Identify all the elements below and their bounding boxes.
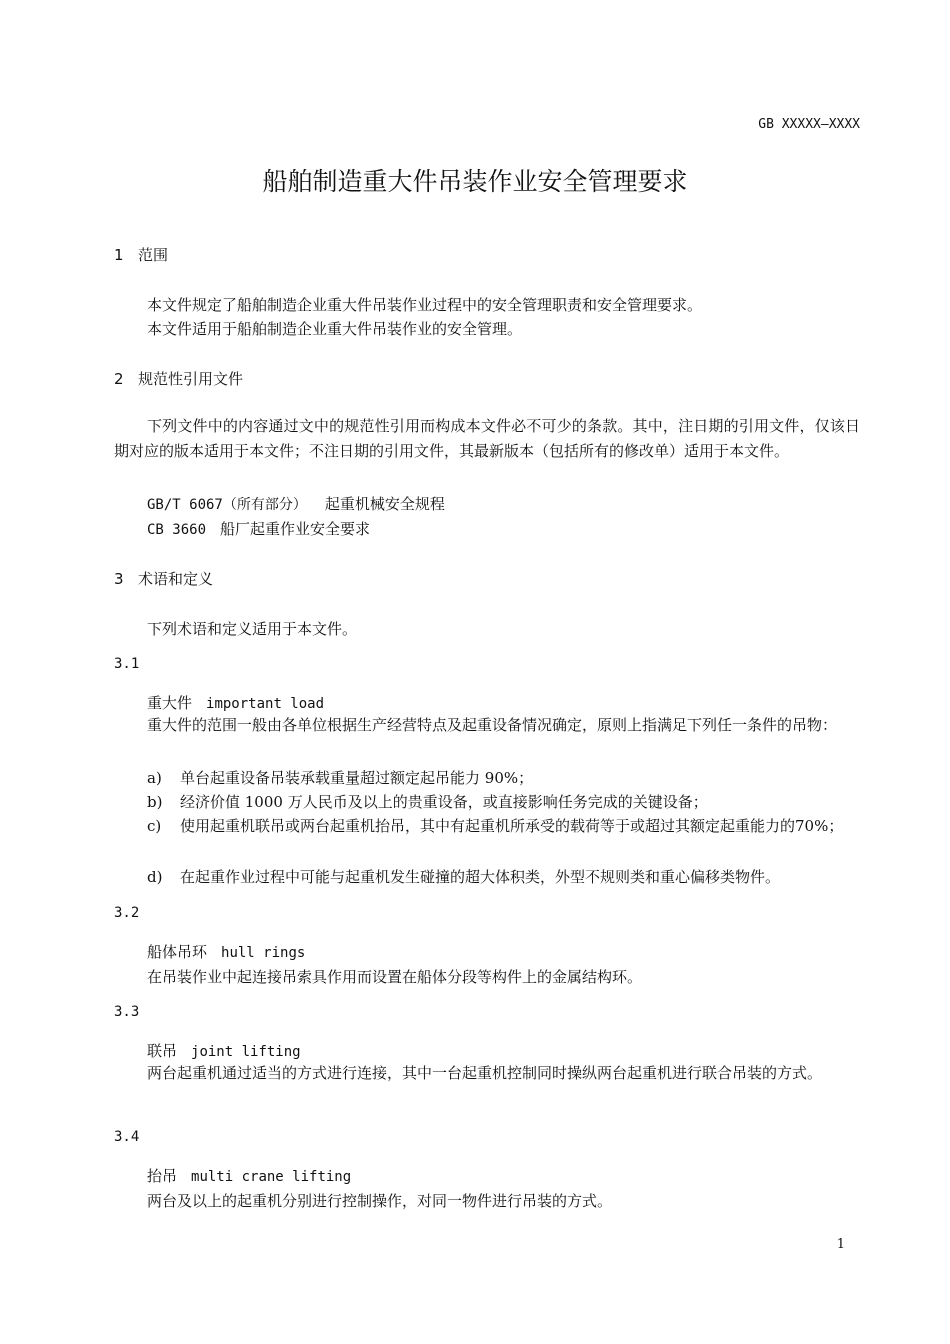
list-marker: a) xyxy=(147,769,162,787)
term-definition: 两台起重机通过适当的方式进行连接，其中一台起重机控制同时操纵两台起重机进行联合吊装的方式。 xyxy=(147,1064,823,1082)
term-chinese: 重大件 xyxy=(147,694,193,712)
term-chinese: 联吊 xyxy=(147,1042,178,1060)
list-item xyxy=(147,791,708,812)
term-chinese: 船体吊环 xyxy=(147,943,208,961)
normative-reference xyxy=(147,493,445,514)
term-definition: 重大件的范围一般由各单位根据生产经营特点及起重设备情况确定，原则上指满足下列任一条件的吊物： xyxy=(147,716,838,734)
term-heading xyxy=(147,1040,301,1061)
document-code: GB XXXXX—XXXX xyxy=(758,117,860,132)
clause-number: 3.3 xyxy=(114,1004,140,1020)
section-number: 2 xyxy=(114,370,124,388)
list-item xyxy=(147,866,780,887)
reference-title: 起重机械安全规程 xyxy=(324,495,445,513)
list-item xyxy=(147,767,533,788)
clause-number: 3.1 xyxy=(114,656,140,672)
paragraph: 本文件规定了船舶制造企业重大件吊装作业过程中的安全管理职责和安全管理要求。 xyxy=(147,296,703,314)
page-number: 1 xyxy=(836,1237,845,1252)
section-2-heading xyxy=(114,368,243,389)
list-text: 经济价值 1000 万人民币及以上的贵重设备，或直接影响任务完成的关键设备； xyxy=(180,793,708,811)
term-definition: 两台及以上的起重机分别进行控制操作，对同一物件进行吊装的方式。 xyxy=(147,1192,613,1210)
normative-reference xyxy=(147,518,370,539)
term-heading xyxy=(147,1165,351,1186)
term-english: multi crane lifting xyxy=(191,1169,352,1185)
section-title: 术语和定义 xyxy=(138,570,214,588)
section-number: 1 xyxy=(114,246,124,264)
term-definition: 在吊装作业中起连接吊索具作用而设置在船体分段等构件上的金属结构环。 xyxy=(147,968,643,986)
section-1-heading xyxy=(114,244,168,265)
term-heading xyxy=(147,692,324,713)
term-english: joint lifting xyxy=(191,1044,301,1060)
section-3-heading xyxy=(114,568,213,589)
paragraph: 下列术语和定义适用于本文件。 xyxy=(147,620,358,638)
list-text: 单台起重设备吊装承载重量超过额定起吊能力 90%； xyxy=(180,769,534,787)
term-heading xyxy=(147,941,305,962)
clause-number: 3.2 xyxy=(114,905,140,921)
list-marker: b) xyxy=(147,793,163,811)
section-title: 规范性引用文件 xyxy=(138,370,244,388)
section-number: 3 xyxy=(114,570,124,588)
list-marker: d) xyxy=(147,868,163,886)
reference-code: CB 3660 xyxy=(147,522,207,538)
list-item xyxy=(147,814,860,838)
term-english: important load xyxy=(206,696,325,712)
list-marker: c) xyxy=(147,817,162,835)
term-english: hull rings xyxy=(221,945,306,961)
clause-number: 3.4 xyxy=(114,1129,140,1145)
list-text: 在起重作业过程中可能与起重机发生碰撞的超大体积类，外型不规则类和重心偏移类物件。 xyxy=(180,868,781,886)
section-title: 范围 xyxy=(138,246,169,264)
reference-title: 船厂起重作业安全要求 xyxy=(220,520,371,538)
reference-code: GB/T 6067（所有部分） xyxy=(147,497,307,513)
paragraph: 下列文件中的内容通过文中的规范性引用而构成本文件必不可少的条款。其中，注日期的引用文件，仅该日期对应的版本适用于本文件；不注日期的引用文件，其最新版本（包括所有的修改单）适用于本文件。 xyxy=(114,417,860,460)
term-chinese: 抬吊 xyxy=(147,1167,178,1185)
paragraph: 本文件适用于船舶制造企业重大件吊装作业的安全管理。 xyxy=(147,320,523,338)
document-title: 船舶制造重大件吊装作业安全管理要求 xyxy=(262,167,688,196)
list-text: 使用起重机联吊或两台起重机抬吊，其中有起重机所承受的载荷等于或超过其额定起重能力的70%； xyxy=(180,817,844,835)
